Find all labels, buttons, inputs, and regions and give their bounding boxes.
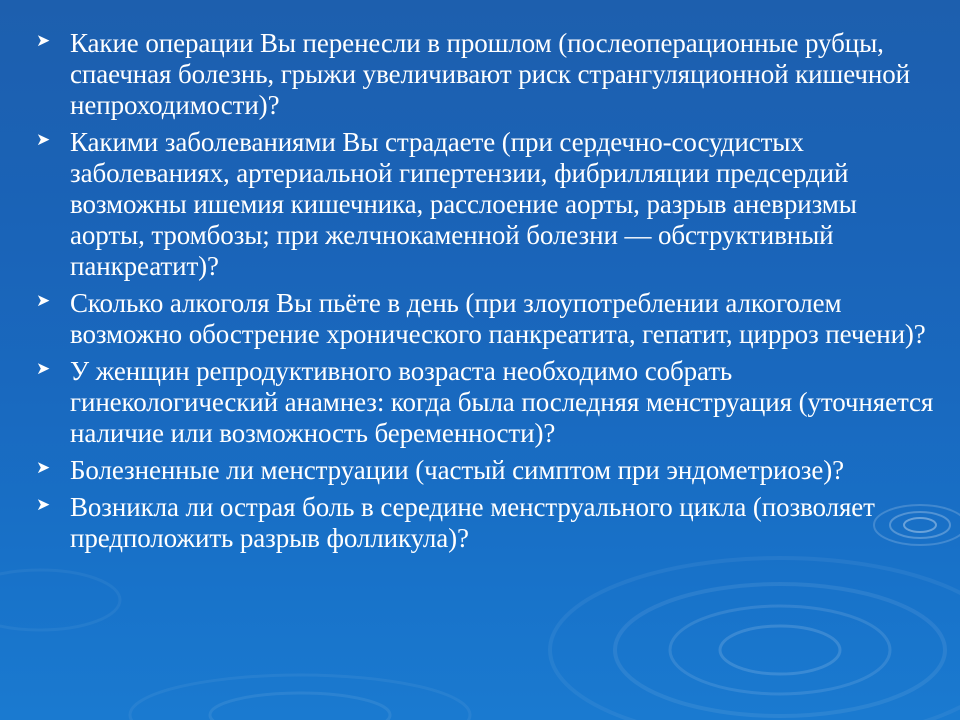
bullet-list	[36, 28, 936, 560]
list-item-text: У женщин репродуктивного возраста необходимо собрать гинекологический анамнез: когда была последняя менструация (уточняется наличие или возможность беременности)?	[70, 356, 934, 448]
chevron-right-icon: ➤	[36, 495, 51, 515]
list-item	[36, 288, 936, 350]
chevron-right-icon: ➤	[36, 359, 51, 379]
list-item-text: Какие операции Вы перенесли в прошлом (послеоперационные рубцы, спаечная болезнь, грыжи увеличивают риск странгуляционной кишечной непроходимости)?	[70, 28, 911, 120]
list-item-text: Какими заболеваниями Вы страдаете (при сердечно-сосудистых заболеваниях, артериальной гипертензии, фибрилляции предсердий возможны ишемия кишечника, расслоение аорты, разрыв аневризмы аорты, тромбозы; при желчнокаменной болезни — обструктивный панкреатит)?	[70, 127, 857, 281]
list-item	[36, 492, 936, 554]
list-item-text: Возникла ли острая боль в середине менструального цикла (позволяет предположить разрыв фолликула)?	[70, 492, 875, 553]
list-item-text: Болезненные ли менструации (частый симптом при эндометриозе)?	[70, 455, 844, 485]
chevron-right-icon: ➤	[36, 291, 51, 311]
list-item	[36, 28, 936, 121]
chevron-right-icon: ➤	[36, 130, 51, 150]
list-item	[36, 455, 936, 486]
list-item	[36, 356, 936, 449]
list-item-text: Сколько алкоголя Вы пьёте в день (при злоупотреблении алкоголем возможно обострение хронического панкреатита, гепатит, цирроз печени)?	[70, 288, 926, 349]
list-item	[36, 127, 936, 282]
chevron-right-icon: ➤	[36, 31, 51, 51]
chevron-right-icon: ➤	[36, 458, 51, 478]
